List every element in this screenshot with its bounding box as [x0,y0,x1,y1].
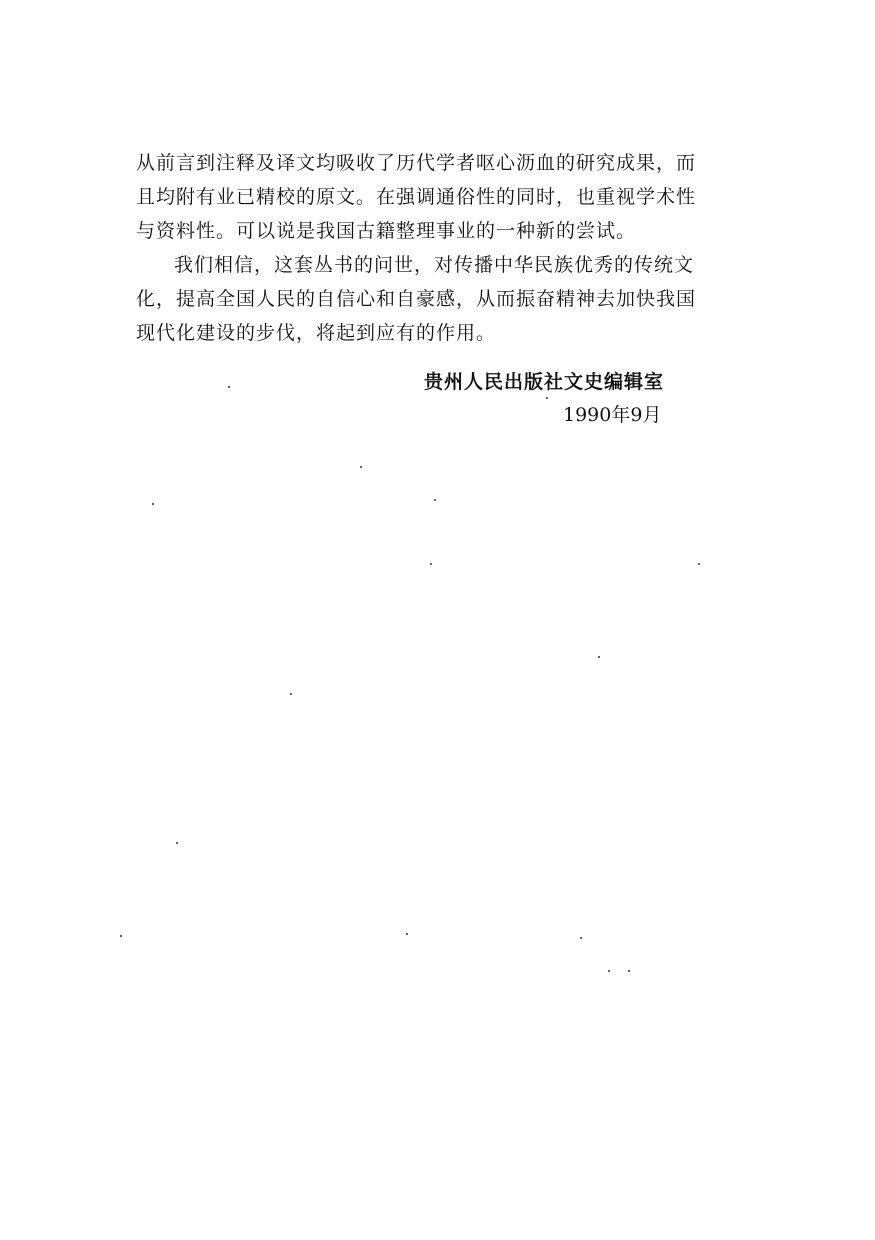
scan-speck [434,499,436,501]
paragraph-2-line-3: 现代化建设的步伐，将起到应有的作用。 [136,322,497,344]
scan-speck [290,693,292,695]
publisher-signature: 贵州人民出版社文史编辑室 [424,371,665,393]
scan-speck [546,397,548,399]
paragraph-1-line-3: 与资料性。可以说是我国古籍整理事业的一种新的尝试。 [136,220,637,242]
scan-speck [406,933,408,935]
scan-speck [608,970,610,972]
scan-speck [580,937,582,939]
scan-speck [360,466,362,468]
scan-speck [120,935,122,937]
preface-body [136,146,716,350]
scan-speck [598,656,600,658]
signature-date: 1990年9月 [563,404,662,426]
scan-speck [698,563,700,565]
paragraph-1-line-2: 且均附有业已精校的原文。在强调通俗性的同时，也重视学术性 [136,186,697,208]
scan-speck [176,842,178,844]
scan-speck [628,970,630,972]
paragraph-1-line-1: 从前言到注释及译文均吸收了历代学者呕心沥血的研究成果，而 [136,152,697,174]
scan-speck [228,386,230,388]
scan-speck [430,563,432,565]
scan-speck [152,503,154,505]
paragraph-2-line-2: 化，提高全国人民的自信心和自豪感，从而振奋精神去加快我国 [136,288,697,310]
paragraph-2-line-1: 我们相信，这套丛书的问世，对传播中华民族优秀的传统文 [174,254,695,276]
